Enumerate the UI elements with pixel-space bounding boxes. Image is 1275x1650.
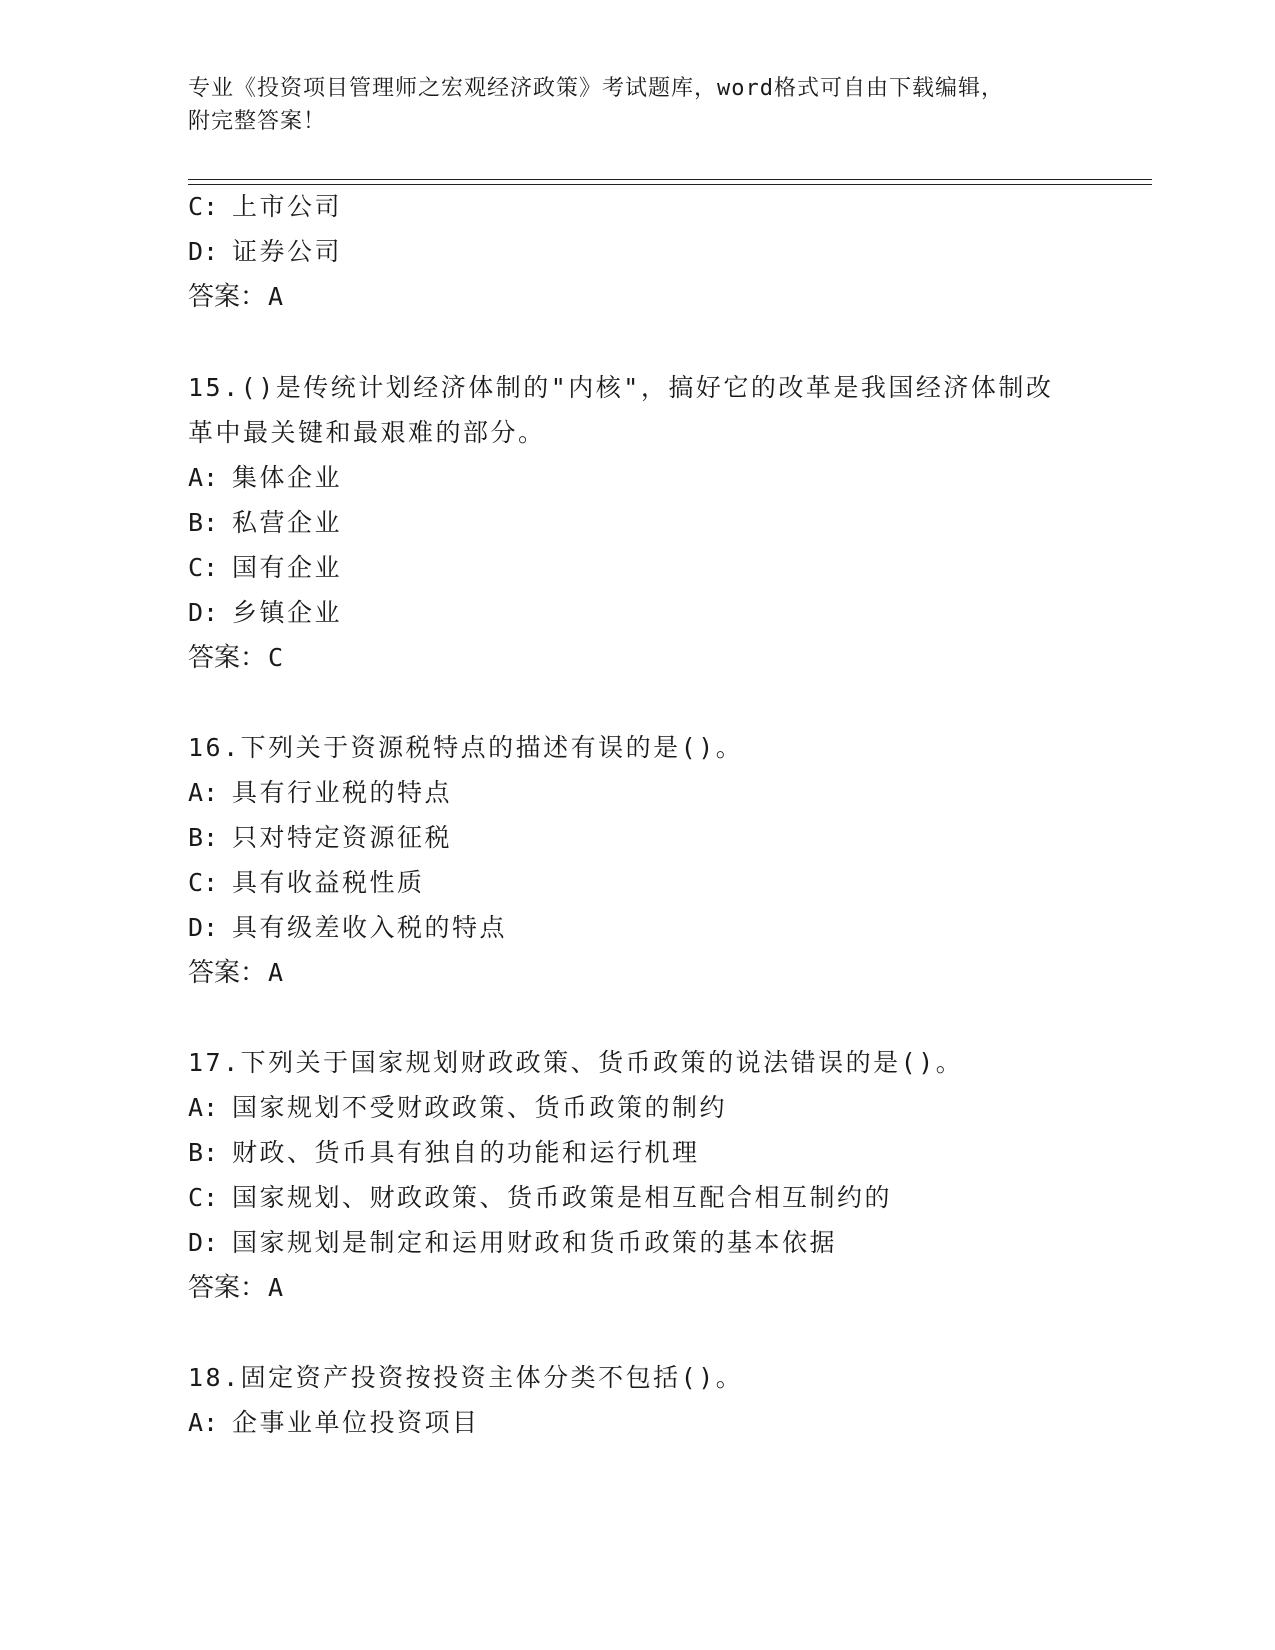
option-text: 集体企业 (232, 463, 343, 492)
header-line-2: 附完整答案！ (188, 109, 327, 134)
document-header (188, 72, 1068, 138)
option-text: 国家规划是制定和运用财政和货币政策的基本依据 (232, 1228, 838, 1257)
q16-option-d (188, 912, 507, 944)
q15-stem-line-2: 革中最关键和最艰难的部分。 (188, 418, 546, 447)
q17-stem: 17.下列关于国家规划财政政策、货币政策的说法错误的是()。 (188, 1048, 964, 1077)
q16-option-b (188, 822, 452, 854)
q16-answer (188, 957, 283, 989)
option-text: 乡镇企业 (232, 598, 343, 627)
option-text: 具有行业税的特点 (232, 778, 453, 807)
q18-stem: 18.固定资产投资按投资主体分类不包括()。 (188, 1363, 744, 1392)
option-letter: D: (188, 598, 219, 627)
option-text: 国家规划、财政政策、货币政策是相互配合相互制约的 (232, 1183, 893, 1212)
option-text: 具有收益税性质 (232, 868, 425, 897)
option-text: 企事业单位投资项目 (232, 1408, 480, 1437)
q15-option-b (188, 507, 342, 539)
header-divider-bottom (188, 184, 1152, 185)
option-letter: A: (188, 463, 219, 492)
option-text: 私营企业 (232, 508, 343, 537)
q15-stem-line-1: 15.()是传统计划经济体制的"内核"，搞好它的改革是我国经济体制改 (188, 373, 1054, 402)
option-text: 国有企业 (232, 553, 343, 582)
option-text: 具有级差收入税的特点 (232, 913, 508, 942)
q15-option-c (188, 552, 342, 584)
q15-answer (188, 642, 283, 674)
option-letter: A: (188, 1093, 219, 1122)
option-text: 只对特定资源征税 (232, 823, 453, 852)
option-letter: D: (188, 237, 219, 266)
q16-option-c (188, 867, 425, 899)
header-divider-top (188, 179, 1152, 180)
q18-option-a (188, 1407, 480, 1439)
option-letter: C: (188, 868, 219, 897)
option-letter: C: (188, 1183, 219, 1212)
q15-option-a (188, 462, 342, 494)
answer-label: 答案： (188, 643, 267, 673)
q14-option-d (188, 236, 342, 268)
q14-option-c (188, 191, 342, 223)
option-letter: B: (188, 823, 219, 852)
q17-option-d (188, 1227, 837, 1259)
answer-value: A (268, 282, 284, 311)
option-text: 证券公司 (232, 237, 343, 266)
answer-label: 答案： (188, 958, 267, 988)
q16-option-a (188, 777, 452, 809)
answer-value: A (268, 958, 284, 987)
q15-option-d (188, 597, 342, 629)
answer-value: A (268, 1273, 284, 1302)
answer-value: C (268, 643, 284, 672)
option-letter: B: (188, 1138, 219, 1167)
q17-option-a (188, 1092, 727, 1124)
answer-label: 答案： (188, 282, 267, 312)
answer-label: 答案： (188, 1273, 267, 1303)
q14-answer (188, 281, 283, 313)
q17-answer (188, 1272, 283, 1304)
option-letter: C: (188, 192, 219, 221)
option-letter: A: (188, 1408, 219, 1437)
option-letter: B: (188, 508, 219, 537)
option-letter: D: (188, 913, 219, 942)
header-line-1: 专业《投资项目管理师之宏观经济政策》考试题库，word格式可自由下载编辑， (188, 76, 1004, 101)
q17-option-b (188, 1137, 700, 1169)
option-letter: C: (188, 553, 219, 582)
option-text: 上市公司 (232, 192, 343, 221)
q16-stem: 16.下列关于资源税特点的描述有误的是()。 (188, 733, 744, 762)
option-letter: D: (188, 1228, 219, 1257)
option-text: 国家规划不受财政政策、货币政策的制约 (232, 1093, 728, 1122)
option-letter: A: (188, 778, 219, 807)
q17-option-c (188, 1182, 892, 1214)
option-text: 财政、货币具有独自的功能和运行机理 (232, 1138, 700, 1167)
